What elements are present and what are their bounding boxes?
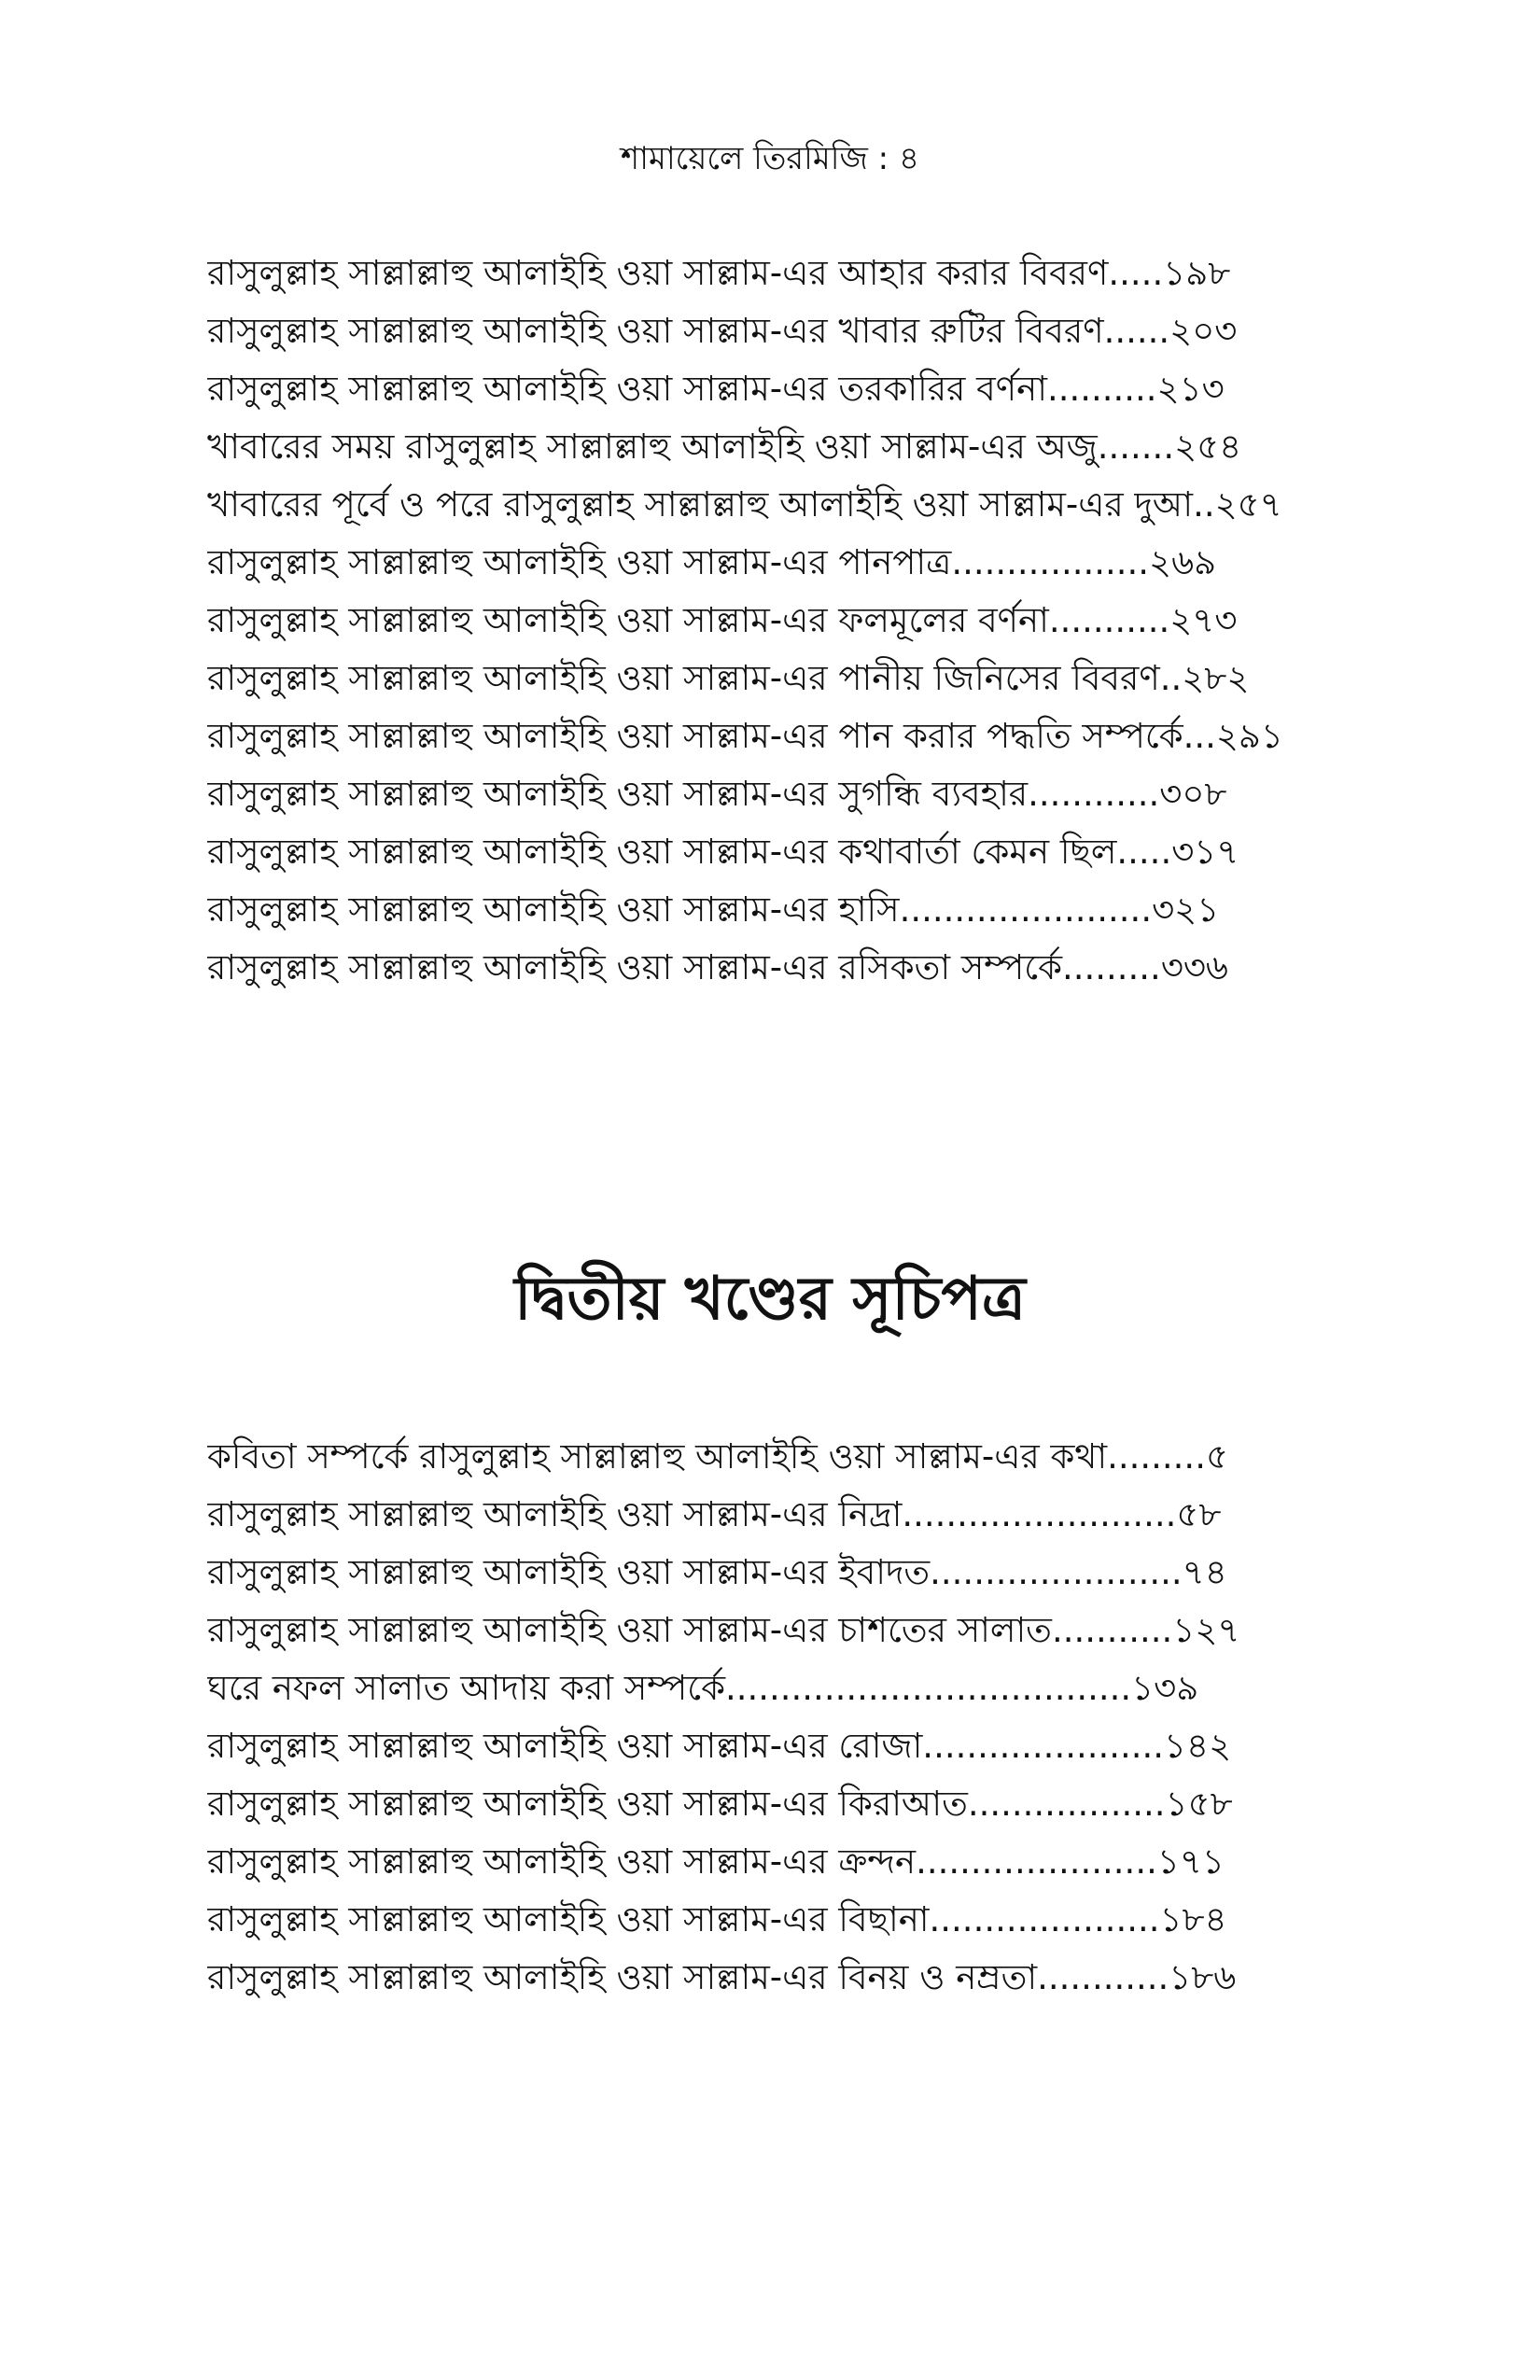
toc-entry: রাসুলুল্লাহ সাল্লাল্লাহু আলাইহি ওয়া সাল্লাম-এর হাসি.......................৩২১ [207,889,1220,930]
toc-entry: রাসুলুল্লাহ সাল্লাল্লাহু আলাইহি ওয়া সাল্লাম-এর খাবার রুটির বিবরণ......২০৩ [207,311,1238,351]
toc-entry: রাসুলুল্লাহ সাল্লাল্লাহু আলাইহি ওয়া সাল্লাম-এর সুগন্ধি ব্যবহার............৩০৮ [207,774,1227,814]
toc-entry: রাসুলুল্লাহ সাল্লাল্লাহু আলাইহি ওয়া সাল্লাম-এর রসিকতা সম্পর্কে.........৩৩৬ [207,947,1228,987]
toc-entry: রাসুলুল্লাহ সাল্লাল্লাহু আলাইহি ওয়া সাল্লাম-এর রোজা......................১৪২ [207,1726,1232,1766]
toc-entry: ঘরে নফল সালাত আদায় করা সম্পর্কে.....................................১৩৯ [207,1668,1199,1708]
toc-list-volume-1 [207,245,1327,997]
toc-entry: রাসুলুল্লাহ সাল্লাল্লাহু আলাইহি ওয়া সাল্লাম-এর ক্রন্দন......................১৭১ [207,1841,1225,1882]
toc-entry: রাসুলুল্লাহ সাল্লাল্লাহু আলাইহি ওয়া সাল্লাম-এর কিরাআত..................১৫৮ [207,1784,1233,1824]
toc-entry: রাসুলুল্লাহ সাল্লাল্লাহু আলাইহি ওয়া সাল্লাম-এর পান করার পদ্ধতি সম্পর্কে...২৯১ [207,716,1283,756]
section-title: দ্বিতীয় খণ্ডের সূচিপত্র [514,1265,1026,1334]
toc-entry: রাসুলুল্লাহ সাল্লাল্লাহু আলাইহি ওয়া সাল্লাম-এর বিনয় ও নম্রতা............১৮৬ [207,1957,1237,1997]
toc-entry: রাসুলুল্লাহ সাল্লাল্লাহু আলাইহি ওয়া সাল্লাম-এর তরকারির বর্ণনা..........২১৩ [207,369,1225,409]
page-header: শামায়েলে তিরমিজি : ৪ [620,140,920,177]
toc-list-volume-2 [207,1428,1327,2007]
toc-entry: খাবারের পূর্বে ও পরে রাসুলুল্লাহ সাল্লাল্লাহু আলাইহি ওয়া সাল্লাম-এর দুআ..২৫৭ [207,484,1282,525]
toc-entry: রাসুলুল্লাহ সাল্লাল্লাহু আলাইহি ওয়া সাল্লাম-এর ইবাদত.......................৭৪ [207,1552,1227,1592]
toc-entry: রাসুলুল্লাহ সাল্লাল্লাহু আলাইহি ওয়া সাল্লাম-এর নিদ্রা.........................৫৮ [207,1494,1222,1534]
toc-entry: রাসুলুল্লাহ সাল্লাল্লাহু আলাইহি ওয়া সাল্লাম-এর আহার করার বিবরণ.....১৯৮ [207,253,1231,293]
toc-entry: রাসুলুল্লাহ সাল্লাল্লাহু আলাইহি ওয়া সাল্লাম-এর চাশতের সালাত...........১২৭ [207,1610,1240,1650]
toc-entry: খাবারের সময় রাসুলুল্লাহ সাল্লাল্লাহু আলাইহি ওয়া সাল্লাম-এর অজু.......২৫৪ [207,427,1242,467]
toc-entry: রাসুলুল্লাহ সাল্লাল্লাহু আলাইহি ওয়া সাল্লাম-এর ফলমূলের বর্ণনা...........২৭৩ [207,600,1238,640]
toc-entry: কবিতা সম্পর্কে রাসুলুল্লাহ সাল্লাল্লাহু আলাইহি ওয়া সাল্লাম-এর কথা.........৫ [207,1436,1228,1477]
toc-entry: রাসুলুল্লাহ সাল্লাল্লাহু আলাইহি ওয়া সাল্লাম-এর পানপাত্র..................২৬৯ [207,542,1217,582]
toc-entry: রাসুলুল্লাহ সাল্লাল্লাহু আলাইহি ওয়া সাল্লাম-এর বিছানা.....................১৮৪ [207,1899,1227,1939]
toc-entry: রাসুলুল্লাহ সাল্লাল্লাহু আলাইহি ওয়া সাল্লাম-এর কথাবার্তা কেমন ছিল.....৩১৭ [207,832,1239,872]
toc-entry: রাসুলুল্লাহ সাল্লাল্লাহু আলাইহি ওয়া সাল্লাম-এর পানীয় জিনিসের বিবরণ..২৮২ [207,658,1250,698]
